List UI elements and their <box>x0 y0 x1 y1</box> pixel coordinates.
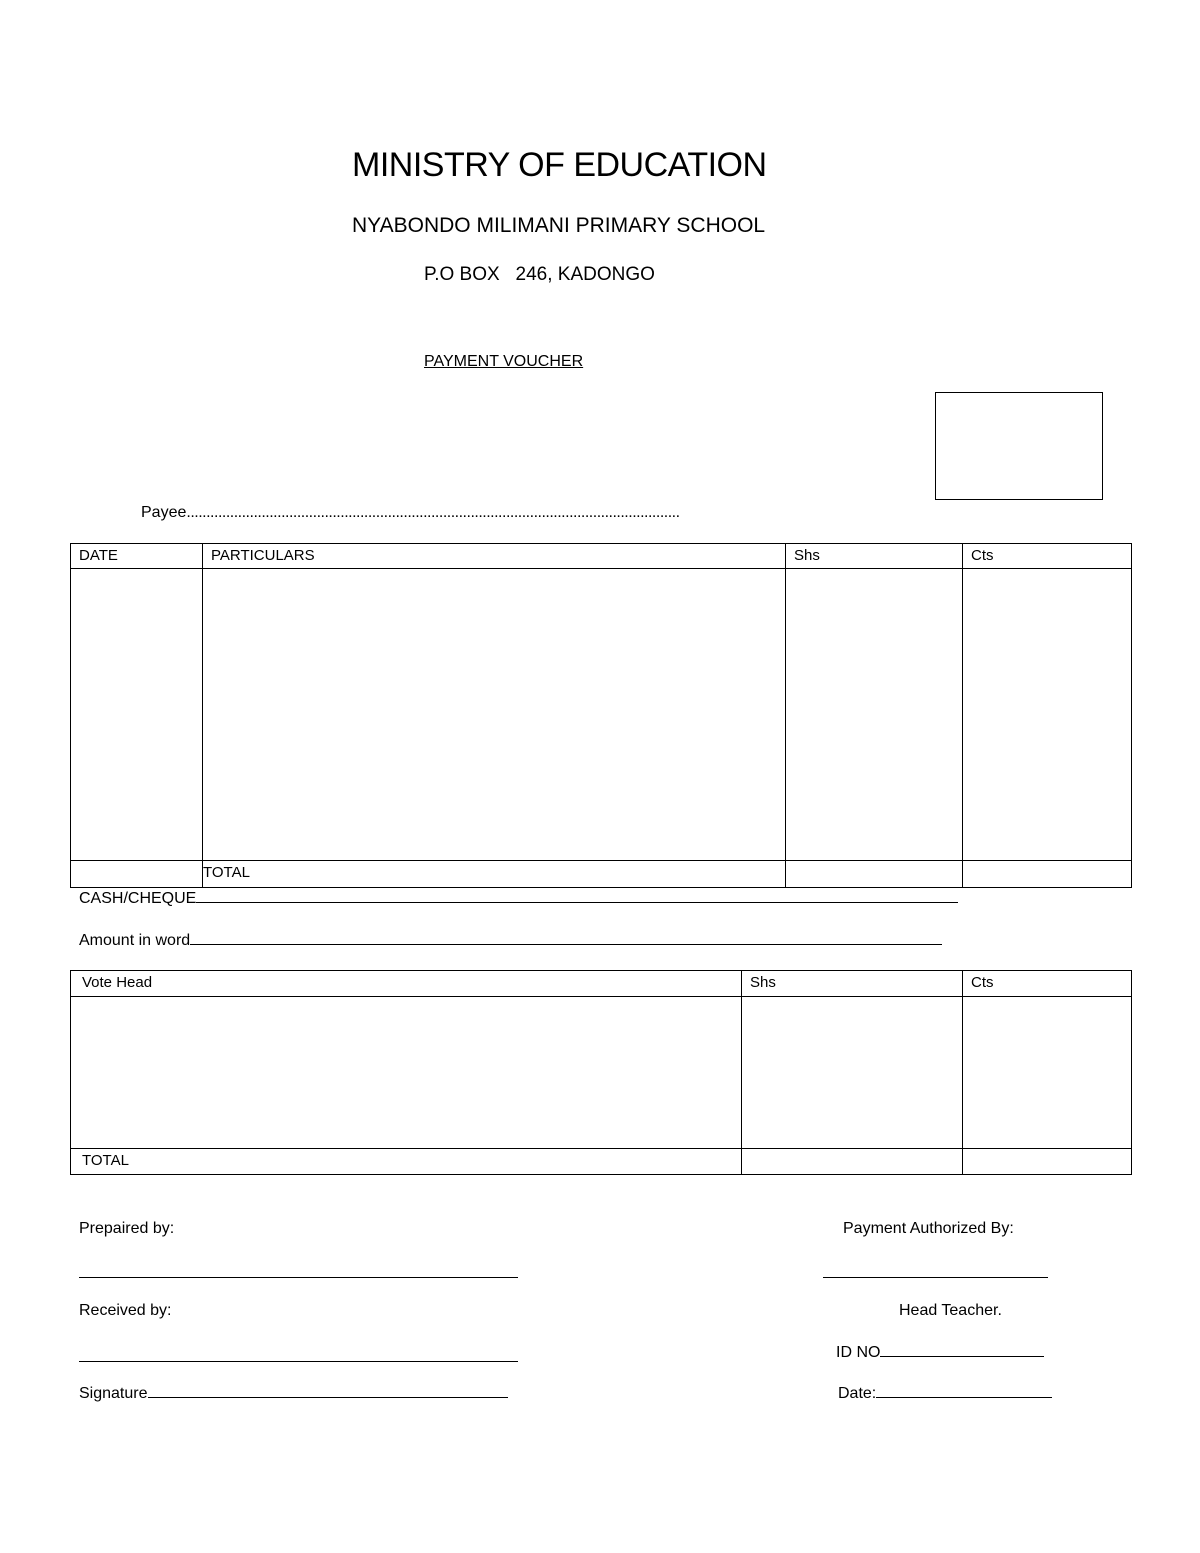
id-no-line <box>880 1356 1044 1357</box>
vote-total-cts-cell[interactable] <box>963 1149 1132 1175</box>
column-header-particulars: PARTICULARS <box>203 544 786 569</box>
head-teacher-label: Head Teacher. <box>899 1302 1002 1319</box>
date-line <box>876 1397 1052 1398</box>
payment-authorized-by-label: Payment Authorized By: <box>843 1220 1014 1237</box>
vote-head-table <box>70 970 1132 1175</box>
signature-label: Signature <box>79 1385 148 1402</box>
vote-total-shs-cell[interactable] <box>742 1149 963 1175</box>
column-header-vote-shs: Shs <box>742 971 963 997</box>
authorized-by-signature-line[interactable] <box>823 1277 1048 1278</box>
column-header-vote-cts: Cts <box>963 971 1132 997</box>
payee-label: Payee <box>141 504 187 521</box>
received-by-signature-line[interactable] <box>79 1361 518 1362</box>
vote-total-row <box>71 1149 1132 1175</box>
total-shs-cell[interactable] <box>786 861 963 888</box>
vote-total-label: TOTAL <box>71 1149 742 1175</box>
cash-cheque-label: CASH/CHEQUE <box>79 890 197 907</box>
vote-body-row <box>71 997 1132 1149</box>
amount-in-words-field[interactable] <box>79 932 942 950</box>
particulars-cell[interactable] <box>203 569 786 861</box>
payee-dotted-line: ............................................................................................................................. <box>186 504 680 521</box>
prepared-by-label: Prepaired by: <box>79 1220 175 1237</box>
signature-line <box>148 1397 508 1398</box>
id-no-label: ID NO <box>836 1344 881 1361</box>
column-header-shs: Shs <box>786 544 963 569</box>
amount-in-words-line <box>190 944 942 945</box>
voucher-title: PAYMENT VOUCHER <box>424 353 584 370</box>
school-name: NYABONDO MILIMANI PRIMARY SCHOOL <box>352 214 766 237</box>
school-address: P.O BOX 246, KADONGO <box>424 264 655 285</box>
id-no-field[interactable] <box>836 1344 1044 1362</box>
vote-head-cell[interactable] <box>71 997 742 1149</box>
table-body-row <box>71 569 1132 861</box>
cash-cheque-field[interactable] <box>79 890 958 908</box>
vote-header-row <box>71 971 1132 997</box>
particulars-table <box>70 543 1132 888</box>
voucher-number-box[interactable] <box>935 392 1103 500</box>
shs-cell[interactable] <box>786 569 963 861</box>
signature-field[interactable] <box>79 1385 508 1403</box>
total-label: TOTAL <box>203 861 786 888</box>
date-field[interactable] <box>838 1385 1052 1403</box>
date-cell[interactable] <box>71 569 203 861</box>
cts-cell[interactable] <box>963 569 1132 861</box>
total-empty-cell <box>71 861 203 888</box>
ministry-title: MINISTRY OF EDUCATION <box>352 146 767 184</box>
cash-cheque-line <box>196 902 958 903</box>
table-total-row <box>71 861 1132 888</box>
column-header-date: DATE <box>71 544 203 569</box>
payee-field[interactable] <box>141 504 680 522</box>
prepared-by-signature-line[interactable] <box>79 1277 518 1278</box>
date-label: Date: <box>838 1385 877 1402</box>
vote-cts-cell[interactable] <box>963 997 1132 1149</box>
vote-shs-cell[interactable] <box>742 997 963 1149</box>
total-cts-cell[interactable] <box>963 861 1132 888</box>
column-header-cts: Cts <box>963 544 1132 569</box>
table-header-row <box>71 544 1132 569</box>
column-header-vote-head: Vote Head <box>71 971 742 997</box>
amount-in-words-label: Amount in word <box>79 932 191 949</box>
received-by-label: Received by: <box>79 1302 172 1319</box>
